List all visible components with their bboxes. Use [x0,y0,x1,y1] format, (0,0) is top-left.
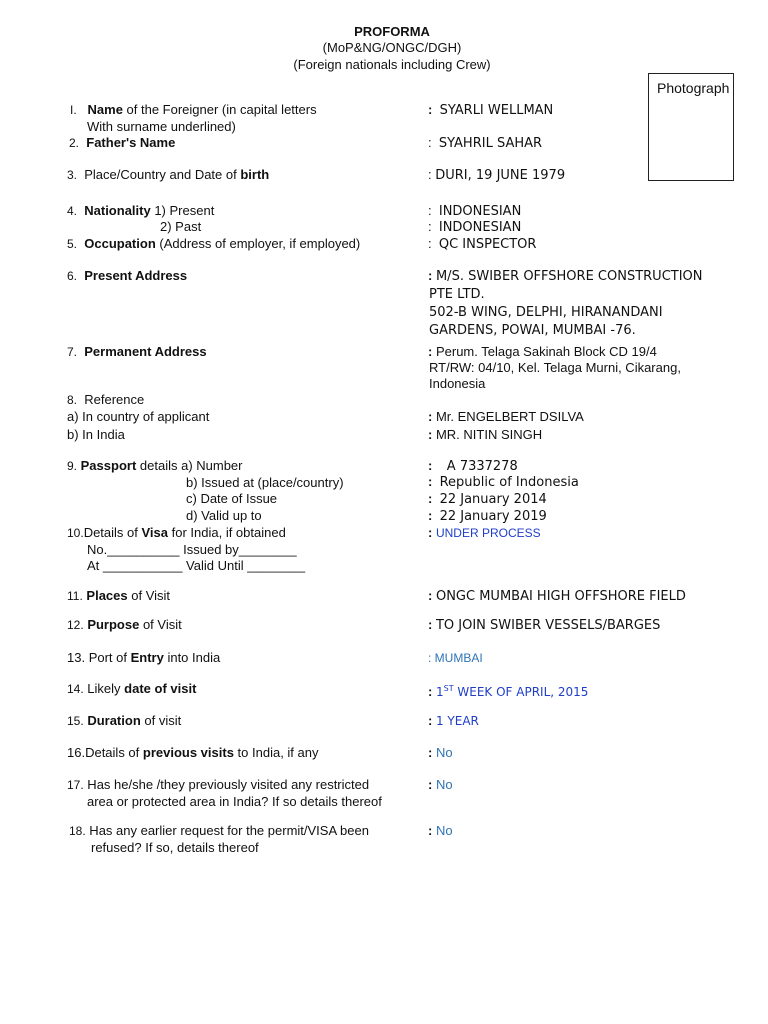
item-nationality-past-value [428,219,521,236]
value-text: No [435,823,453,838]
label-bold: Name [87,102,123,117]
item-passport-d-value [428,508,547,525]
label-bold: Places [86,588,128,603]
date-ordinal: ST [443,684,454,693]
item-present-address-value-3: 502-B WING, DELPHI, HIRANANDANI [429,305,663,320]
label-text: Has any earlier request for the permit/VISA been [85,823,369,838]
colon: : [428,219,432,234]
item-reference-b-value [428,427,542,443]
value-text: A 7337278 [446,459,518,474]
item-occupation-value [428,236,536,253]
item-date-label [67,681,196,697]
label-text: Details of [85,745,143,760]
photograph-label: Photograph [657,80,730,96]
item-present-address-value-4: GARDENS, POWAI, MUMBAI -76. [429,323,636,338]
item-number: 9. [67,459,78,473]
label-text: of Visit [127,588,171,603]
colon: : [428,525,433,540]
value-text: QC INSPECTOR [438,237,537,252]
item-date-value [428,681,588,700]
value-text [436,685,588,699]
value-text: 22 January 2019 [439,509,547,524]
item-number: 10. [67,526,84,540]
item-number: 11. [67,589,83,603]
value-text: ONGC MUMBAI HIGH OFFSHORE FIELD [435,589,686,604]
item-number: 8. [67,393,78,407]
item-entry-value: : MUMBAI [428,651,483,665]
item-permanent-address-value-3: Indonesia [429,376,486,391]
item-number: 5. [67,237,78,251]
colon: : [428,102,433,117]
item-nationality-present-value [428,203,521,220]
item-name-label-cont: With surname underlined) [87,119,236,134]
label-bold: Duration [87,713,141,728]
label-text: Place/Country and Date of [84,167,241,182]
item-reference-b-label: b) In India [67,427,125,442]
item-number: 6. [67,269,78,283]
item-permanent-address-value-1 [428,344,657,360]
item-father-label [69,135,175,151]
date-rest: WEEK OF APRIL, 2015 [453,685,589,699]
colon: : [428,617,433,632]
colon: : [428,135,432,150]
label-text: for India, if obtained [168,525,286,540]
date-number: 1 [435,685,444,699]
value-text: UNDER PROCESS [435,526,541,540]
colon: : [428,458,433,473]
label-bold: Passport [80,458,137,473]
item-visa-label [67,525,286,541]
item-entry-label [67,650,220,666]
item-passport-b-label: b) Issued at (place/country) [186,475,344,490]
colon: : [428,409,433,424]
item-reference-label [67,392,144,408]
colon: : [428,344,433,359]
label-text: (Address of employer, if employed) [155,236,361,251]
item-father-value [428,135,542,152]
item-passport-b-value [428,474,579,491]
item-nationality-past-label: 2) Past [160,219,202,234]
item-number: 4. [67,204,78,218]
colon: : [428,236,432,251]
value-text: 22 January 2014 [439,492,547,507]
label-bold: Present Address [84,268,188,283]
item-refused-label [69,823,369,839]
colon: : [428,777,433,792]
item-refused-value [428,823,453,839]
colon: : [428,427,433,442]
label-bold: Father's Name [86,135,176,150]
subtitle-ministry: (MoP&NG/ONGC/DGH) [322,40,462,55]
label-text: of Visit [139,617,182,632]
label-text: to India, if any [233,745,319,760]
colon: : [428,713,433,728]
colon: : [428,745,433,760]
item-number: 3. [67,168,78,182]
colon: : [428,167,432,182]
item-reference-a-value [428,409,584,425]
item-present-address-value-1 [428,268,703,285]
value-text: DURI, 19 JUNE 1979 [435,168,566,183]
item-number: I. [70,103,77,117]
item-refused-label-cont: refused? If so, details thereof [91,840,259,855]
value-text: TO JOIN SWIBER VESSELS/BARGES [435,618,661,633]
label-text: into India [163,650,221,665]
label-text: 1) Present [150,203,215,218]
colon: : [428,823,433,838]
item-passport-c-label: c) Date of Issue [186,491,278,506]
label-text: Port of [85,650,131,665]
item-restricted-value [428,777,453,793]
label-bold: Nationality [84,203,151,218]
item-number: 12. [67,618,84,632]
colon: : [428,268,433,283]
value-text: 1 YEAR [435,714,479,728]
item-birth-value [428,167,565,184]
label-text: of the Foreigner (in capital letters [122,102,317,117]
label-bold: Purpose [87,617,140,632]
value-text: M/S. SWIBER OFFSHORE CONSTRUCTION [435,269,703,284]
label-bold: date of visit [124,681,197,696]
value-text: INDONESIAN [438,220,522,235]
item-passport-a-value [428,458,518,475]
item-number: 13. [67,650,86,665]
item-places-value [428,588,686,605]
label-text: details a) Number [136,458,243,473]
item-permanent-address-label [67,344,207,360]
value-text: INDONESIAN [438,204,522,219]
item-occupation-label [67,236,360,252]
subtitle-nationals: (Foreign nationals including Crew) [293,57,491,72]
item-name-label [70,102,317,118]
label-text: Details of [83,525,142,540]
value-text: No [435,745,453,760]
item-restricted-label-cont: area or protected area in India? If so details thereof [87,794,382,809]
value-text: MR. NITIN SINGH [435,427,543,442]
item-visa-line2: No.__________ Issued by________ [87,542,297,557]
label-text: Reference [84,392,145,407]
colon: : [428,491,433,506]
value-text: SYARLI WELLMAN [439,103,554,118]
item-name-value [428,102,553,119]
label-text: Has he/she /they previously visited any restricted [83,777,370,792]
colon: : [428,203,432,218]
item-reference-a-label: a) In country of applicant [67,409,210,424]
value-text: SYAHRIL SAHAR [438,136,543,151]
item-number: 7. [67,345,78,359]
item-visa-value [428,525,541,541]
item-number: 14. [67,682,84,696]
label-bold: birth [240,167,270,182]
item-passport-label [67,458,243,474]
item-number: 18. [69,824,86,838]
colon: : [428,508,433,523]
label-bold: Entry [130,650,164,665]
label-text: of visit [140,713,182,728]
colon: : [428,684,433,699]
page-title: PROFORMA [354,24,430,39]
item-duration-label [67,713,181,729]
colon: : [428,588,433,603]
item-previous-visits-label [67,745,319,761]
item-previous-visits-value [428,745,453,761]
item-purpose-value [428,617,660,634]
item-purpose-label [67,617,182,633]
value-text: No [435,777,453,792]
value-text: Republic of Indonesia [439,475,579,490]
photograph-box [648,73,734,181]
value-text: Mr. ENGELBERT DSILVA [435,409,584,424]
item-number: 17. [67,778,84,792]
item-present-address-label [67,268,187,284]
item-places-label [67,588,170,604]
item-permanent-address-value-2: RT/RW: 04/10, Kel. Telaga Murni, Cikarang, [429,360,681,375]
item-duration-value [428,713,479,729]
item-number: 2. [69,136,80,150]
label-bold: Visa [141,525,169,540]
label-bold: Permanent Address [84,344,207,359]
item-nationality-label [67,203,214,219]
colon: : [428,474,433,489]
item-birth-label [67,167,269,183]
item-visa-line3: At ___________ Valid Until ________ [87,558,306,573]
item-present-address-value-2: PTE LTD. [429,287,485,302]
value-text: Perum. Telaga Sakinah Block CD 19/4 [435,344,657,359]
item-restricted-label [67,777,369,793]
label-text: Likely [83,681,125,696]
item-number: 16. [67,745,86,760]
item-passport-c-value [428,491,547,508]
item-passport-d-label: d) Valid up to [186,508,262,523]
label-bold: previous visits [142,745,234,760]
label-bold: Occupation [84,236,156,251]
item-number: 15. [67,714,84,728]
